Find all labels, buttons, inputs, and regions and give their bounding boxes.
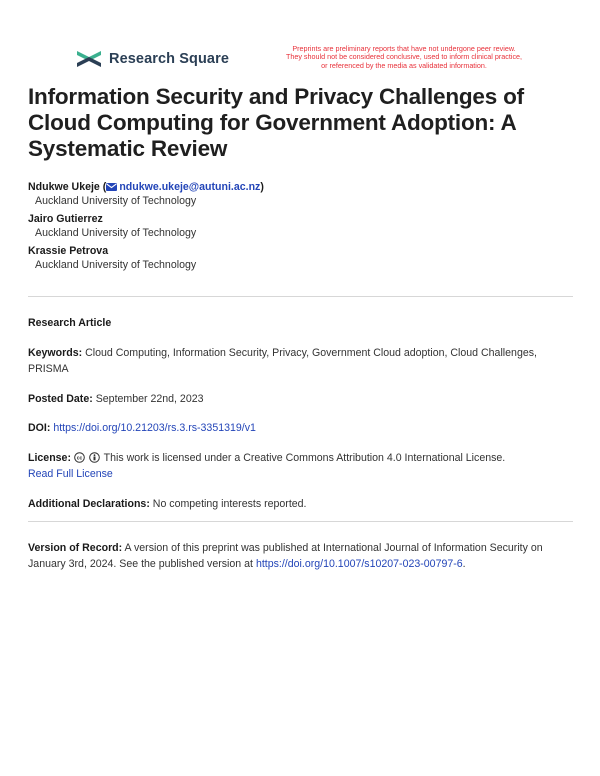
preprint-notice: [269, 45, 539, 70]
cc-icon: [74, 452, 85, 463]
read-full-license-link[interactable]: Read Full License: [28, 467, 113, 480]
posted-value: September 22nd, 2023: [95, 393, 204, 405]
author-affiliation: Auckland University of Technology: [35, 227, 197, 239]
doi: [28, 421, 573, 437]
author-name: Ndukwe Ukeje ( ndukwe.ukeje@autuni.ac.nz): [28, 181, 264, 193]
logo-text: Research Square: [109, 51, 229, 67]
declarations: [28, 497, 573, 513]
license-text: This work is licensed under a Creative Commons Attribution 4.0 International License.: [103, 452, 506, 464]
research-square-logo-icon: [75, 48, 103, 70]
vor-label: Version of Record:: [28, 542, 123, 554]
mail-icon: [106, 183, 117, 191]
doi-link[interactable]: https://doi.org/10.21203/rs.3.rs-3351319/v1: [53, 422, 256, 434]
notice-line: or referenced by the media as validated information.: [321, 60, 487, 70]
license-label: License:: [28, 452, 71, 464]
research-square-logo[interactable]: [75, 48, 229, 70]
author-email-link[interactable]: ndukwe.ukeje@autuni.ac.nz: [119, 181, 261, 193]
author-affiliation: Auckland University of Technology: [35, 259, 197, 271]
keywords-value: Cloud Computing, Information Security, Privacy, Government Cloud adoption, Cloud Challenges, PRISMA: [28, 347, 537, 375]
author-name: Krassie Petrova: [28, 245, 109, 257]
author-name: Jairo Gutierrez: [28, 213, 103, 225]
posted-label: Posted Date:: [28, 393, 93, 405]
keywords-label: Keywords:: [28, 347, 83, 359]
license: [28, 451, 573, 482]
doi-label: DOI:: [28, 422, 51, 434]
paper-title: Information Security and Privacy Challenges of Cloud Computing for Government Adoption: A Systematic Review: [28, 84, 524, 161]
posted-date: [28, 392, 573, 408]
vor-link[interactable]: https://doi.org/10.1007/s10207-023-00797-6: [255, 557, 463, 570]
article-type: Research Article: [28, 317, 112, 329]
declarations-value: No competing interests reported.: [152, 498, 307, 510]
author-affiliation: Auckland University of Technology: [35, 195, 197, 207]
notice-line: They should not be considered conclusive, used to inform clinical practice,: [285, 52, 523, 62]
keywords: [28, 346, 573, 377]
divider: [28, 521, 573, 522]
vor-text: A version of this preprint was published at International Journal of Information Security on January 3rd, 2024. See the published version at: [28, 542, 543, 570]
author-list: [28, 180, 568, 276]
declarations-label: Additional Declarations:: [28, 498, 150, 510]
svg-text:cc: cc: [76, 455, 83, 462]
cc-by-icon: [89, 452, 100, 463]
divider: [28, 296, 573, 297]
notice-line: Preprints are preliminary reports that have not undergone peer review.: [292, 44, 516, 53]
version-of-record: Version of Record: A version of this preprint was published at International Journal of Information Security on January 3rd, 2024. See the published version at https://doi.org/10.1007/s10207-023-00797-6.: [28, 542, 543, 570]
